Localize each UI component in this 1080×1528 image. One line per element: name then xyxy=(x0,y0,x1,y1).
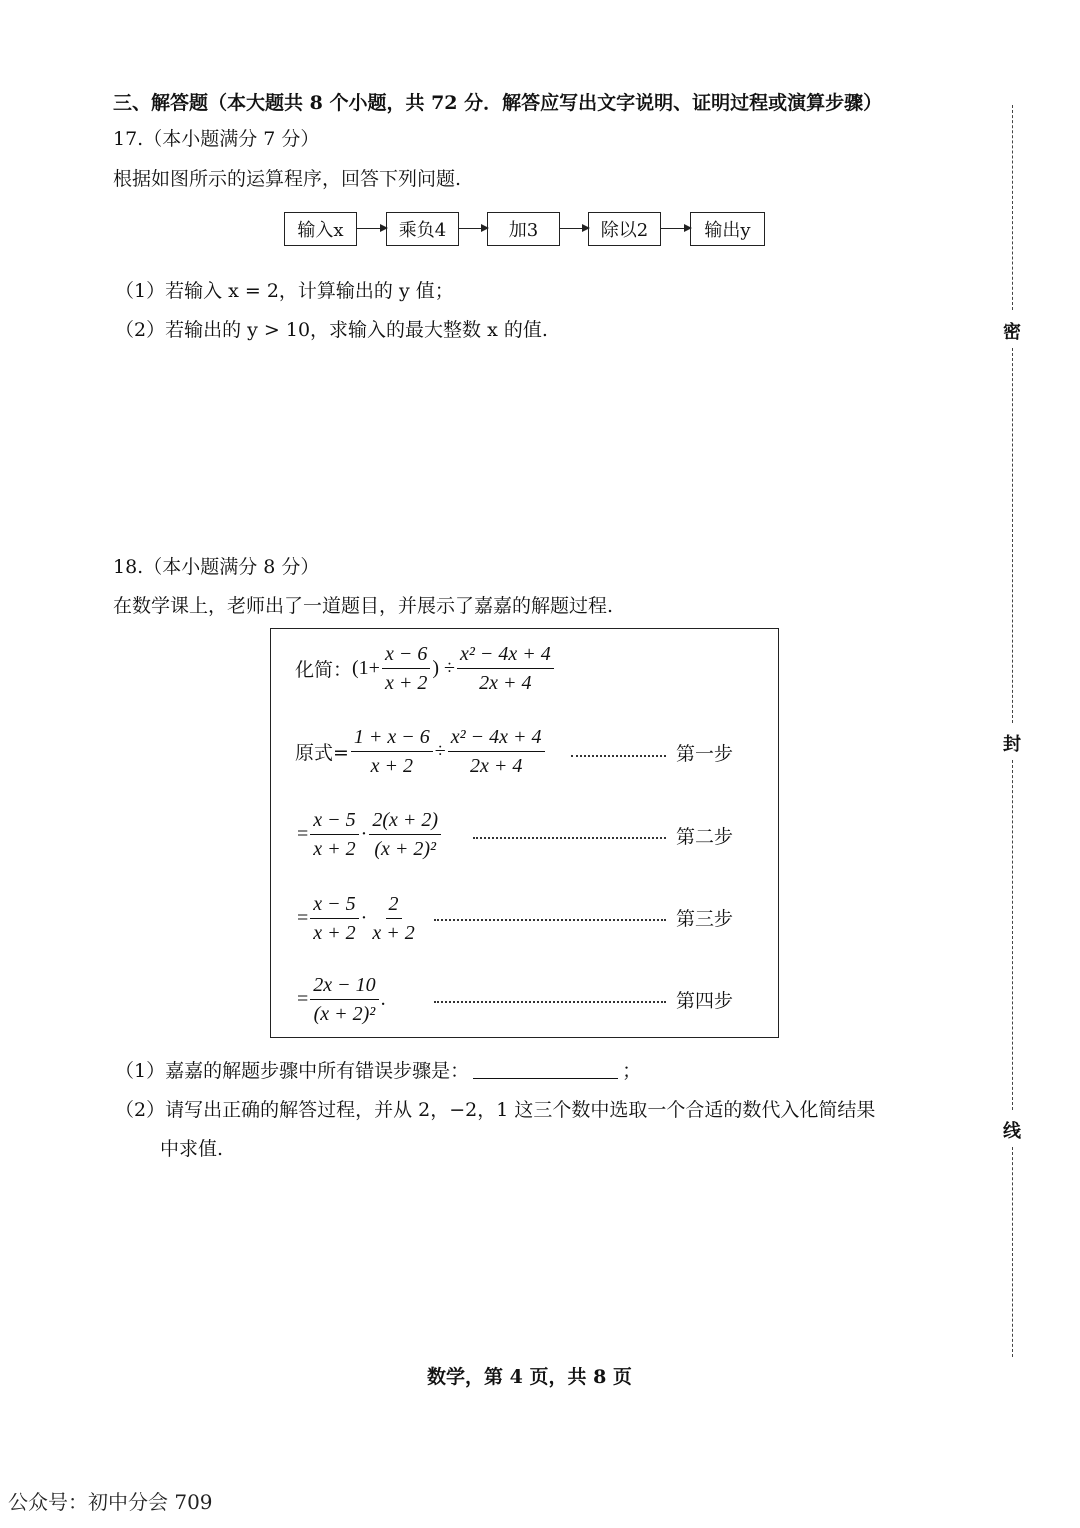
expr-close: ) ÷ xyxy=(432,657,455,679)
expr-open: (1+ xyxy=(352,657,380,679)
q17-part1: （1）若输入 x = 2，计算输出的 y 值； xyxy=(115,280,454,302)
dot-sign: · xyxy=(360,907,368,929)
leader-dots xyxy=(434,1001,666,1003)
binding-dash-line xyxy=(1012,760,1013,1110)
flow-label: 除以2 xyxy=(600,220,649,241)
equals-sign: = xyxy=(297,988,309,1010)
step2-row xyxy=(297,807,443,862)
q18-part1-text: （1）嘉嘉的解题步骤中所有错误步骤是： xyxy=(115,1060,470,1082)
flow-arrow-icon xyxy=(357,228,386,229)
binding-mark-close: 封 xyxy=(1003,734,1021,755)
binding-mark-seal: 密 xyxy=(1003,322,1021,343)
fraction: $\frac{\text{x² − 4x + 4}}{2x + 4}$ xyxy=(457,641,554,696)
flow-arrow-icon xyxy=(661,228,690,229)
period: . xyxy=(380,988,386,1010)
q17-intro: 根据如图所示的运算程序，回答下列问题. xyxy=(113,168,462,190)
q18-part1-end: ； xyxy=(622,1060,642,1082)
fraction: $\frac{x - 6}{x + 2}$ xyxy=(382,641,430,696)
answer-blank[interactable] xyxy=(473,1078,618,1079)
fraction: $\frac{1 + x - 6}{x + 2}$ xyxy=(351,724,433,779)
simplify-row xyxy=(295,641,556,696)
flow-arrow-icon xyxy=(459,228,487,229)
flow-box-multiply xyxy=(386,212,459,246)
fraction: $\frac{2(x + 2)}{\text{(x + 2)²}}$ xyxy=(369,807,441,862)
flow-box-add xyxy=(487,212,560,246)
divide-sign: ÷ xyxy=(434,740,446,762)
flow-box-divide xyxy=(588,212,661,246)
step4-row xyxy=(297,972,386,1027)
fraction: $\frac{2}{x + 2}$ xyxy=(372,893,415,944)
fraction: $\frac{x - 5}{x + 2}$ xyxy=(310,807,358,862)
fraction: $\frac{2x - 10}{\text{(x + 2)²}}$ xyxy=(310,972,378,1027)
section-title: 三、解答题（本大题共 8 个小题，共 72 分．解答应写出文字说明、证明过程或演算步骤） xyxy=(113,92,883,114)
q18-header: 18.（本小题满分 8 分） xyxy=(113,556,320,578)
q18-part2-line2: 中求值. xyxy=(160,1138,224,1160)
equals-sign: = xyxy=(297,823,309,845)
watermark: 公众号：初中分会 709 xyxy=(8,1490,213,1514)
flow-arrow-icon xyxy=(560,228,588,229)
flow-label: 乘负4 xyxy=(398,220,447,241)
step-label-4: 第四步 xyxy=(676,990,734,1012)
step1-row xyxy=(295,724,547,779)
fraction: $\frac{x - 5}{x + 2}$ xyxy=(310,891,358,946)
binding-dash-line xyxy=(1012,348,1013,723)
flow-box-input xyxy=(284,212,357,246)
flow-label: 加3 xyxy=(508,220,539,241)
solution-box xyxy=(270,628,779,1038)
flow-box-output xyxy=(690,212,765,246)
q18-part2-line1: （2）请写出正确的解答过程，并从 2，−2，1 这三个数中选取一个合适的数代入化简结果 xyxy=(115,1099,876,1121)
original-label: 原式= xyxy=(295,742,349,764)
leader-dots xyxy=(473,837,666,839)
binding-mark-line: 线 xyxy=(1003,1121,1021,1142)
binding-dash-line xyxy=(1012,1147,1013,1357)
step3-row xyxy=(297,891,420,946)
leader-dots xyxy=(571,755,666,757)
leader-dots xyxy=(434,919,666,921)
dot-sign: · xyxy=(360,823,368,845)
step-label-3: 第三步 xyxy=(676,908,734,930)
step-label-2: 第二步 xyxy=(676,826,734,848)
q18-part1 xyxy=(115,1056,641,1083)
binding-dash-line xyxy=(1012,105,1013,310)
simplify-label: 化简： xyxy=(295,659,353,681)
flow-label: 输出y xyxy=(704,220,751,241)
step-label-1: 第一步 xyxy=(676,743,734,765)
fraction: $\frac{\text{x² − 4x + 4}}{2x + 4}$ xyxy=(448,724,545,779)
q17-header: 17.（本小题满分 7 分） xyxy=(113,128,320,150)
page-footer: 数学，第 4 页，共 8 页 xyxy=(427,1366,632,1388)
q18-intro: 在数学课上，老师出了一道题目，并展示了嘉嘉的解题过程. xyxy=(113,595,614,617)
flow-label: 输入x xyxy=(297,220,344,241)
equals-sign: = xyxy=(297,907,309,929)
q17-part2: （2）若输出的 y > 10，求输入的最大整数 x 的值. xyxy=(115,319,548,341)
